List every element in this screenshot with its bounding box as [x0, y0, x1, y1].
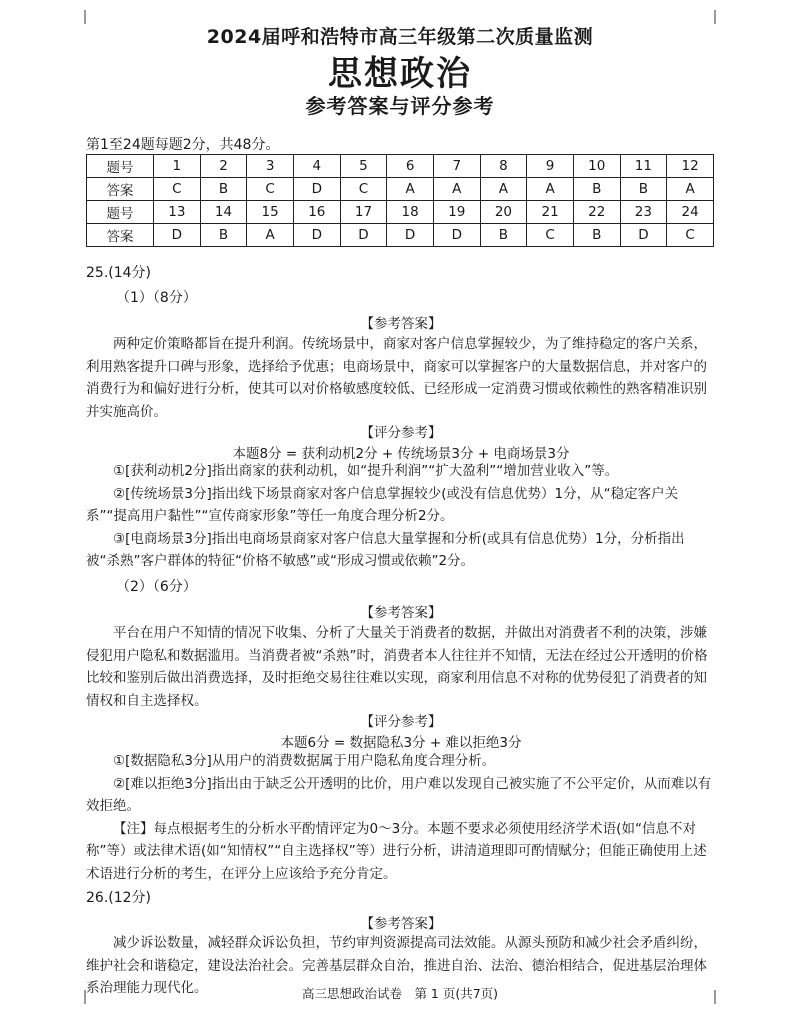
mc-table-row [87, 224, 714, 247]
mc-row-label: 答案 [87, 224, 154, 247]
mc-table-row [87, 178, 714, 201]
mc-table-cell: D [387, 224, 434, 247]
mc-row-label: 答案 [87, 178, 154, 201]
q25-part2-answer [86, 622, 716, 712]
q25-part1-answer [86, 333, 716, 423]
mc-table-cell: B [573, 224, 620, 247]
q25-part1-score-item-3: ③[电商场景3分]指出电商场景商家对客户信息大量掌握和分析(或具有信息优势）1分，分析指出被“杀熟”客户群体的特征“价格不敏感”或“形成习惯或依赖”2分。 [86, 530, 685, 569]
mc-table-cell: 10 [573, 155, 620, 178]
mc-table-cell: 22 [573, 201, 620, 224]
mc-table-cell: 24 [667, 201, 714, 224]
mc-table-cell: 1 [154, 155, 201, 178]
mc-table-cell: B [200, 178, 247, 201]
mc-table-cell: C [667, 224, 714, 247]
q25-part2-note: 【注】每点根据考生的分析水平酌情评定为0～3分。本题不要求必须使用经济学术语(如“信息不对称”等）或法律术语(如“知情权”“自主选择权”等）进行分析，讲清道理即可酌情赋分；但能正确使用上述术语进行分析的考生，在评分上应该给予充分肯定。 [86, 820, 707, 882]
q26-answer-text: 减少诉讼数量，减轻群众诉讼负担，节约审判资源提高司法效能。从源头预防和减少社会矛盾纠纷，维护社会和谐稳定，建设法治社会。完善基层群众自治，推进自治、法治、德治相结合，促进基层治理体系治理能力现代化。 [86, 935, 707, 996]
mc-table-cell: 20 [480, 201, 527, 224]
mc-table-cell: 19 [433, 201, 480, 224]
mc-table-cell: A [247, 224, 294, 247]
mc-table-cell: 7 [433, 155, 480, 178]
mc-table-cell: 6 [387, 155, 434, 178]
mc-table-cell: A [387, 178, 434, 201]
mc-table-cell: 21 [527, 201, 574, 224]
mc-table-row [87, 201, 714, 224]
mc-table-cell: C [247, 178, 294, 201]
q25-title: 25.(14分) [86, 265, 152, 281]
mc-table-cell: 17 [340, 201, 387, 224]
mc-row-label: 题号 [87, 201, 154, 224]
mc-table-cell: 4 [293, 155, 340, 178]
q25-part1-score-title: 【评分参考】 [360, 425, 442, 441]
mc-row-label: 题号 [87, 155, 154, 178]
mc-table-cell: A [480, 178, 527, 201]
mc-table-cell: B [200, 224, 247, 247]
q26-title: 26.(12分) [86, 890, 152, 906]
q25-part1-score-formula: 本题8分 = 获利动机2分 + 传统场景3分 + 电商场景3分 [232, 446, 570, 462]
mc-table-cell: C [527, 224, 574, 247]
mc-table-cell: D [340, 224, 387, 247]
mc-table-cell: B [480, 224, 527, 247]
exam-title: 2024届呼和浩特市高三年级第二次质量监测 [206, 26, 594, 48]
mc-table-cell: A [527, 178, 574, 201]
q25-part1-score-item-2: ②[传统场景3分]指出线下场景商家对客户信息掌握较少(或没有信息优势）1分，从“稳定客户关系”“提高用户黏性”“宣传商家形象”等任一角度合理分析2分。 [86, 485, 679, 524]
subject-title: 思想政治 [328, 54, 472, 94]
mc-answer-table [86, 154, 714, 247]
mc-table-cell: A [433, 178, 480, 201]
mc-table-cell: 18 [387, 201, 434, 224]
q25-part1-score-item-1: ①[获利动机2分]指出商家的获利动机，如“提升利润”“扩大盈利”“增加营业收入”等。 [113, 463, 619, 479]
mc-table-cell: 16 [293, 201, 340, 224]
mc-table-cell: 8 [480, 155, 527, 178]
mc-table-cell: 12 [667, 155, 714, 178]
q25-part2-score-item-2: ②[难以拒绝3分]指出由于缺乏公开透明的比价，用户难以发现自己被实施了不公平定价，从而难以有效拒绝。 [86, 775, 712, 814]
q26-ref-title: 【参考答案】 [360, 916, 442, 932]
mc-table-cell: D [620, 224, 667, 247]
q25-part2-title: （2）（6分） [116, 579, 197, 595]
q25-part1-answer-text: 两种定价策略都旨在提升利润。传统场景中，商家对客户信息掌握较少，为了维持稳定的客户关系，利用熟客提升口碑与形象，选择给予优惠；电商场景中，商家可以掌握客户的大量数据信息，并对客户的消费行为和偏好进行分析，使其可以对价格敏感度较低、已经形成一定消费习惯或依赖性的熟客精准识别并实施高价。 [86, 336, 707, 420]
mc-table-cell: 2 [200, 155, 247, 178]
mc-table-cell: 3 [247, 155, 294, 178]
mc-table-cell: 23 [620, 201, 667, 224]
q25-part1-ref-title: 【参考答案】 [360, 316, 442, 332]
document-subtitle: 参考答案与评分参考 [305, 94, 495, 118]
mc-table-cell: 15 [247, 201, 294, 224]
mc-table-cell: D [154, 224, 201, 247]
mc-table-cell: C [340, 178, 387, 201]
mc-table-cell: D [293, 178, 340, 201]
q25-part1-scoring [86, 460, 716, 573]
mc-table-cell: B [620, 178, 667, 201]
mc-table-cell: B [573, 178, 620, 201]
page-footer: 高三思想政治试卷 第 1 页(共7页) [301, 986, 499, 1001]
mc-table-cell: D [293, 224, 340, 247]
q25-part2-scoring [86, 750, 716, 885]
q25-part2-answer-text: 平台在用户不知情的情况下收集、分析了大量关于消费者的数据，并做出对消费者不利的决策，涉嫌侵犯用户隐私和数据滥用。当消费者被“杀熟”时，消费者本人往往并不知情，无法在经过公开透明的价格比较和鉴别后做出消费选择，及时拒绝交易往往难以实现，商家利用信息不对称的优势侵犯了消费者的知情权和自主选择权。 [86, 625, 708, 709]
q25-part2-score-formula: 本题6分 = 数据隐私3分 + 难以拒绝3分 [280, 735, 522, 751]
mc-table-cell: 5 [340, 155, 387, 178]
mc-table-cell: A [667, 178, 714, 201]
q25-part2-score-item-1: ①[数据隐私3分]从用户的消费数据属于用户隐私角度合理分析。 [113, 753, 496, 769]
q25-part2-score-title: 【评分参考】 [360, 714, 442, 730]
mc-intro: 第1至24题每题2分，共48分。 [86, 137, 280, 153]
mc-table-cell: 9 [527, 155, 574, 178]
q25-part2-ref-title: 【参考答案】 [360, 605, 442, 621]
mc-table-row [87, 155, 714, 178]
mc-table-cell: C [154, 178, 201, 201]
mc-table-cell: 11 [620, 155, 667, 178]
mc-table-cell: 14 [200, 201, 247, 224]
q25-part1-title: （1）（8分） [116, 290, 197, 306]
mc-table-cell: 13 [154, 201, 201, 224]
mc-table-cell: D [433, 224, 480, 247]
